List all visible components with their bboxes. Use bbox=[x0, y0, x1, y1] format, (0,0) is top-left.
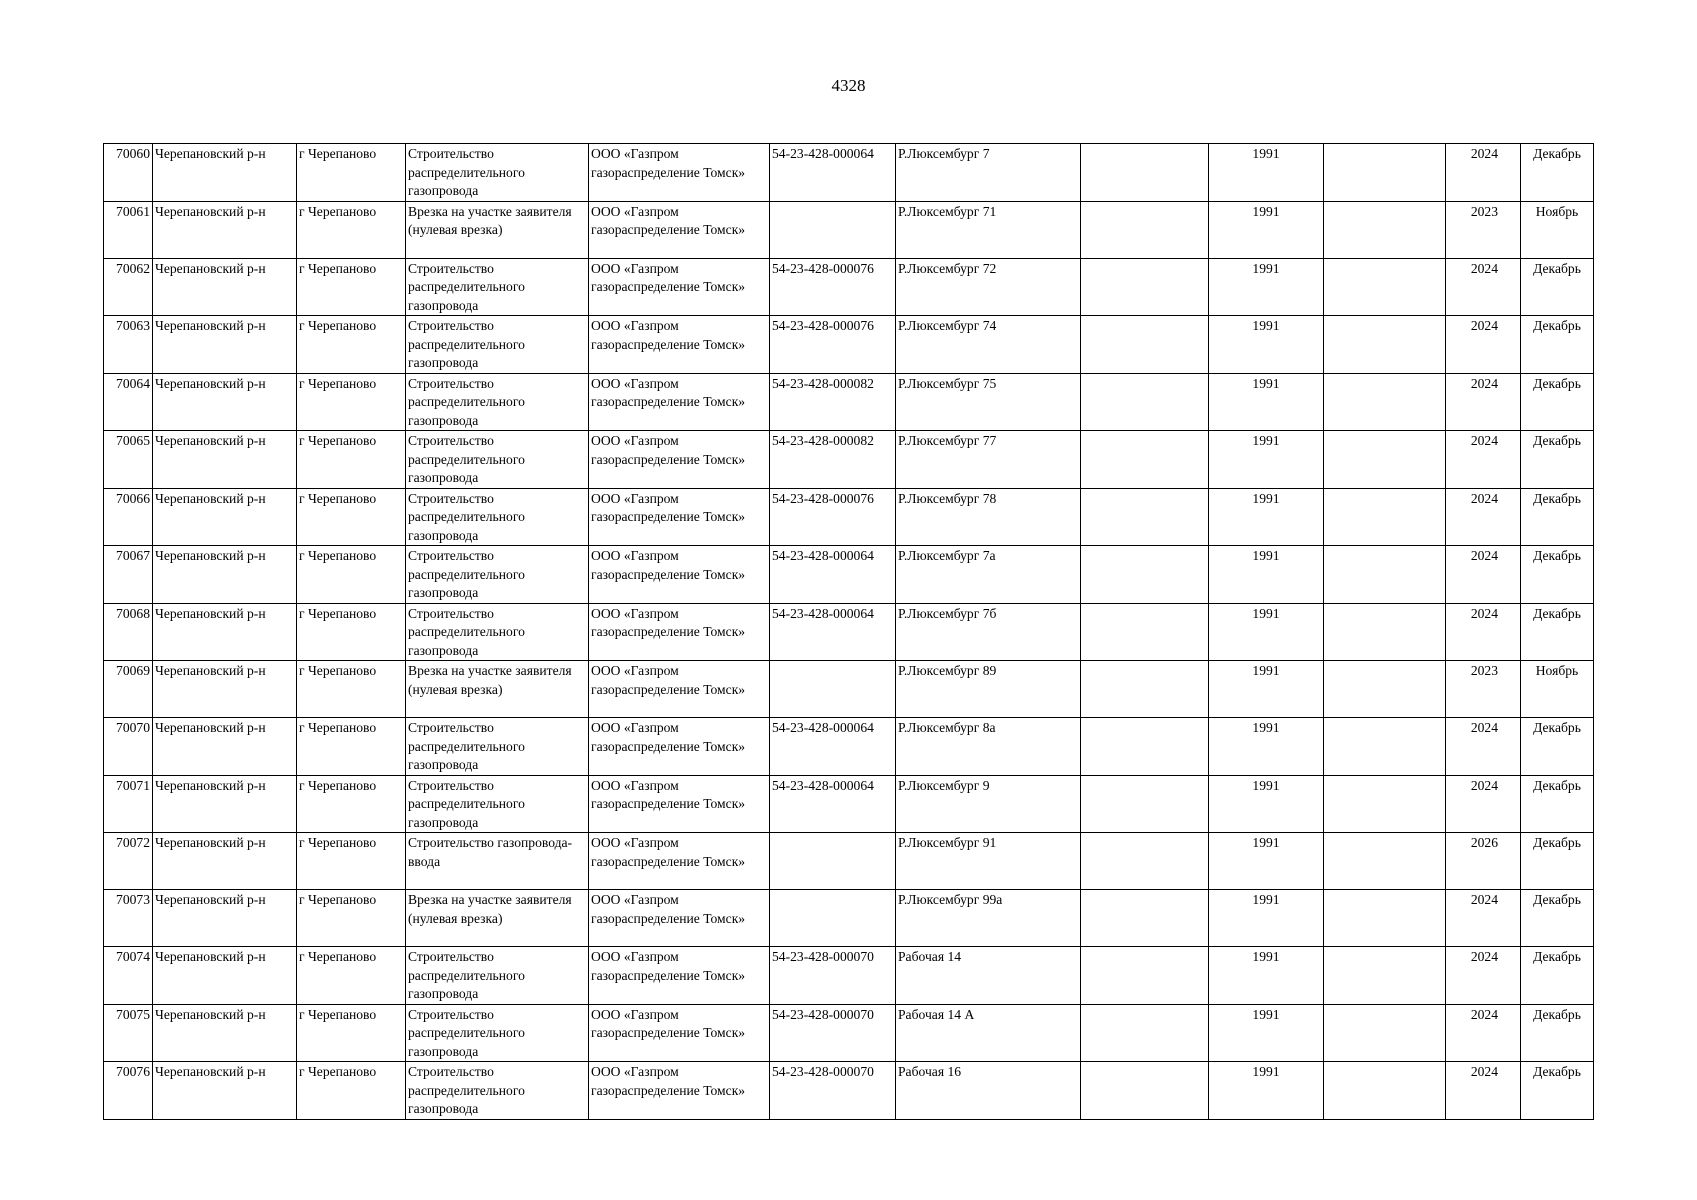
cell-city: г Черепаново bbox=[297, 488, 406, 546]
cell-network-code: 54-23-428-000070 bbox=[770, 947, 896, 1005]
cell-blank bbox=[1324, 258, 1446, 316]
cell-year: 1991 bbox=[1209, 947, 1324, 1005]
cell-organization: ООО «Газпром газораспределение Томск» bbox=[589, 316, 770, 374]
cell-city: г Черепаново bbox=[297, 201, 406, 258]
table-row bbox=[104, 890, 1594, 947]
cell-work-type: Строительство распределительного газопровода bbox=[406, 316, 589, 374]
cell-network-code: 54-23-428-000070 bbox=[770, 1004, 896, 1062]
table-row bbox=[104, 546, 1594, 604]
cell-blank bbox=[1081, 546, 1209, 604]
cell-object-id: 70074 bbox=[104, 947, 153, 1005]
cell-work-type: Строительство распределительного газопровода bbox=[406, 1004, 589, 1062]
cell-plan-month: Декабрь bbox=[1521, 603, 1594, 661]
cell-city: г Черепаново bbox=[297, 373, 406, 431]
cell-object-id: 70070 bbox=[104, 718, 153, 776]
cell-plan-year: 2026 bbox=[1446, 833, 1521, 890]
table-row bbox=[104, 431, 1594, 489]
cell-year: 1991 bbox=[1209, 373, 1324, 431]
cell-blank bbox=[1081, 144, 1209, 202]
cell-year: 1991 bbox=[1209, 316, 1324, 374]
cell-district: Черепановский р-н bbox=[153, 775, 297, 833]
cell-plan-year: 2024 bbox=[1446, 144, 1521, 202]
cell-organization: ООО «Газпром газораспределение Томск» bbox=[589, 603, 770, 661]
cell-network-code: 54-23-428-000082 bbox=[770, 373, 896, 431]
cell-work-type: Строительство распределительного газопровода bbox=[406, 603, 589, 661]
cell-year: 1991 bbox=[1209, 833, 1324, 890]
cell-plan-month: Декабрь bbox=[1521, 890, 1594, 947]
cell-organization: ООО «Газпром газораспределение Томск» bbox=[589, 488, 770, 546]
cell-city: г Черепаново bbox=[297, 144, 406, 202]
cell-plan-month: Декабрь bbox=[1521, 947, 1594, 1005]
cell-plan-month: Декабрь bbox=[1521, 833, 1594, 890]
cell-plan-month: Ноябрь bbox=[1521, 201, 1594, 258]
cell-year: 1991 bbox=[1209, 431, 1324, 489]
cell-plan-month: Декабрь bbox=[1521, 431, 1594, 489]
cell-network-code: 54-23-428-000082 bbox=[770, 431, 896, 489]
cell-year: 1991 bbox=[1209, 1062, 1324, 1120]
cell-organization: ООО «Газпром газораспределение Томск» bbox=[589, 258, 770, 316]
cell-address: Р.Люксембург 75 bbox=[896, 373, 1081, 431]
cell-object-id: 70072 bbox=[104, 833, 153, 890]
cell-plan-month: Ноябрь bbox=[1521, 661, 1594, 718]
cell-blank bbox=[1324, 373, 1446, 431]
cell-city: г Черепаново bbox=[297, 431, 406, 489]
cell-object-id: 70071 bbox=[104, 775, 153, 833]
cell-network-code bbox=[770, 890, 896, 947]
cell-plan-month: Декабрь bbox=[1521, 1004, 1594, 1062]
table-row bbox=[104, 373, 1594, 431]
cell-network-code: 54-23-428-000064 bbox=[770, 603, 896, 661]
cell-blank bbox=[1081, 775, 1209, 833]
cell-district: Черепановский р-н bbox=[153, 718, 297, 776]
cell-network-code bbox=[770, 661, 896, 718]
cell-plan-month: Декабрь bbox=[1521, 775, 1594, 833]
cell-plan-month: Декабрь bbox=[1521, 1062, 1594, 1120]
cell-object-id: 70073 bbox=[104, 890, 153, 947]
cell-object-id: 70076 bbox=[104, 1062, 153, 1120]
cell-city: г Черепаново bbox=[297, 661, 406, 718]
cell-plan-year: 2024 bbox=[1446, 316, 1521, 374]
cell-blank bbox=[1324, 144, 1446, 202]
table-row bbox=[104, 1004, 1594, 1062]
cell-object-id: 70066 bbox=[104, 488, 153, 546]
cell-plan-month: Декабрь bbox=[1521, 488, 1594, 546]
cell-network-code: 54-23-428-000070 bbox=[770, 1062, 896, 1120]
cell-plan-month: Декабрь bbox=[1521, 316, 1594, 374]
cell-blank bbox=[1081, 1004, 1209, 1062]
cell-plan-year: 2024 bbox=[1446, 546, 1521, 604]
cell-organization: ООО «Газпром газораспределение Томск» bbox=[589, 1062, 770, 1120]
cell-year: 1991 bbox=[1209, 775, 1324, 833]
table-row bbox=[104, 833, 1594, 890]
cell-network-code bbox=[770, 201, 896, 258]
table-row bbox=[104, 661, 1594, 718]
cell-year: 1991 bbox=[1209, 718, 1324, 776]
cell-plan-year: 2024 bbox=[1446, 890, 1521, 947]
cell-network-code: 54-23-428-000064 bbox=[770, 144, 896, 202]
cell-work-type: Строительство распределительного газопровода bbox=[406, 546, 589, 604]
cell-plan-year: 2024 bbox=[1446, 258, 1521, 316]
cell-object-id: 70065 bbox=[104, 431, 153, 489]
cell-plan-year: 2023 bbox=[1446, 661, 1521, 718]
cell-network-code: 54-23-428-000064 bbox=[770, 775, 896, 833]
cell-object-id: 70062 bbox=[104, 258, 153, 316]
cell-network-code: 54-23-428-000076 bbox=[770, 258, 896, 316]
cell-plan-year: 2024 bbox=[1446, 603, 1521, 661]
cell-organization: ООО «Газпром газораспределение Томск» bbox=[589, 718, 770, 776]
table-row bbox=[104, 603, 1594, 661]
cell-district: Черепановский р-н bbox=[153, 890, 297, 947]
cell-address: Р.Люксембург 7а bbox=[896, 546, 1081, 604]
cell-blank bbox=[1081, 201, 1209, 258]
cell-blank bbox=[1081, 661, 1209, 718]
cell-work-type: Строительство распределительного газопровода bbox=[406, 718, 589, 776]
cell-blank bbox=[1081, 947, 1209, 1005]
cell-plan-year: 2024 bbox=[1446, 718, 1521, 776]
cell-work-type: Строительство распределительного газопровода bbox=[406, 488, 589, 546]
cell-blank bbox=[1324, 718, 1446, 776]
cell-network-code: 54-23-428-000064 bbox=[770, 718, 896, 776]
cell-blank bbox=[1324, 947, 1446, 1005]
cell-district: Черепановский р-н bbox=[153, 201, 297, 258]
cell-city: г Черепаново bbox=[297, 775, 406, 833]
cell-work-type: Врезка на участке заявителя (нулевая врезка) bbox=[406, 890, 589, 947]
cell-work-type: Врезка на участке заявителя (нулевая врезка) bbox=[406, 201, 589, 258]
cell-blank bbox=[1081, 603, 1209, 661]
page-number: 4328 bbox=[831, 76, 866, 95]
cell-year: 1991 bbox=[1209, 603, 1324, 661]
cell-plan-month: Декабрь bbox=[1521, 718, 1594, 776]
cell-address: Р.Люксембург 91 bbox=[896, 833, 1081, 890]
cell-blank bbox=[1324, 201, 1446, 258]
cell-address: Р.Люксембург 89 bbox=[896, 661, 1081, 718]
cell-object-id: 70067 bbox=[104, 546, 153, 604]
cell-year: 1991 bbox=[1209, 144, 1324, 202]
table-row bbox=[104, 258, 1594, 316]
cell-blank bbox=[1081, 718, 1209, 776]
cell-object-id: 70068 bbox=[104, 603, 153, 661]
cell-plan-year: 2024 bbox=[1446, 947, 1521, 1005]
cell-blank bbox=[1324, 431, 1446, 489]
cell-city: г Черепаново bbox=[297, 718, 406, 776]
cell-district: Черепановский р-н bbox=[153, 833, 297, 890]
cell-city: г Черепаново bbox=[297, 947, 406, 1005]
cell-district: Черепановский р-н bbox=[153, 947, 297, 1005]
cell-work-type: Строительство газопровода-ввода bbox=[406, 833, 589, 890]
cell-work-type: Строительство распределительного газопровода bbox=[406, 947, 589, 1005]
table-row bbox=[104, 488, 1594, 546]
cell-district: Черепановский р-н bbox=[153, 144, 297, 202]
cell-blank bbox=[1324, 890, 1446, 947]
cell-organization: ООО «Газпром газораспределение Томск» bbox=[589, 1004, 770, 1062]
cell-object-id: 70063 bbox=[104, 316, 153, 374]
cell-city: г Черепаново bbox=[297, 316, 406, 374]
cell-organization: ООО «Газпром газораспределение Томск» bbox=[589, 144, 770, 202]
cell-district: Черепановский р-н bbox=[153, 488, 297, 546]
cell-work-type: Строительство распределительного газопровода bbox=[406, 144, 589, 202]
cell-district: Черепановский р-н bbox=[153, 1004, 297, 1062]
cell-year: 1991 bbox=[1209, 488, 1324, 546]
cell-work-type: Врезка на участке заявителя (нулевая врезка) bbox=[406, 661, 589, 718]
cell-blank bbox=[1081, 258, 1209, 316]
cell-plan-year: 2023 bbox=[1446, 201, 1521, 258]
cell-blank bbox=[1324, 603, 1446, 661]
cell-plan-year: 2024 bbox=[1446, 373, 1521, 431]
cell-work-type: Строительство распределительного газопровода bbox=[406, 775, 589, 833]
cell-plan-year: 2024 bbox=[1446, 1004, 1521, 1062]
cell-work-type: Строительство распределительного газопровода bbox=[406, 258, 589, 316]
cell-year: 1991 bbox=[1209, 258, 1324, 316]
cell-organization: ООО «Газпром газораспределение Томск» bbox=[589, 431, 770, 489]
table-row bbox=[104, 775, 1594, 833]
cell-address: Р.Люксембург 77 bbox=[896, 431, 1081, 489]
table-row bbox=[104, 947, 1594, 1005]
cell-plan-year: 2024 bbox=[1446, 488, 1521, 546]
cell-city: г Черепаново bbox=[297, 603, 406, 661]
cell-address: Рабочая 16 bbox=[896, 1062, 1081, 1120]
cell-address: Р.Люксембург 78 bbox=[896, 488, 1081, 546]
cell-object-id: 70061 bbox=[104, 201, 153, 258]
cell-plan-year: 2024 bbox=[1446, 431, 1521, 489]
cell-year: 1991 bbox=[1209, 546, 1324, 604]
table-row bbox=[104, 201, 1594, 258]
cell-address: Р.Люксембург 74 bbox=[896, 316, 1081, 374]
table-row bbox=[104, 144, 1594, 202]
cell-work-type: Строительство распределительного газопровода bbox=[406, 1062, 589, 1120]
cell-organization: ООО «Газпром газораспределение Томск» bbox=[589, 947, 770, 1005]
cell-district: Черепановский р-н bbox=[153, 661, 297, 718]
cell-organization: ООО «Газпром газораспределение Томск» bbox=[589, 775, 770, 833]
cell-blank bbox=[1081, 431, 1209, 489]
cell-blank bbox=[1324, 661, 1446, 718]
cell-year: 1991 bbox=[1209, 1004, 1324, 1062]
cell-organization: ООО «Газпром газораспределение Томск» bbox=[589, 833, 770, 890]
cell-blank bbox=[1081, 1062, 1209, 1120]
cell-work-type: Строительство распределительного газопровода bbox=[406, 373, 589, 431]
cell-network-code: 54-23-428-000076 bbox=[770, 316, 896, 374]
cell-address: Р.Люксембург 7б bbox=[896, 603, 1081, 661]
cell-work-type: Строительство распределительного газопровода bbox=[406, 431, 589, 489]
cell-district: Черепановский р-н bbox=[153, 603, 297, 661]
cell-district: Черепановский р-н bbox=[153, 546, 297, 604]
cell-city: г Черепаново bbox=[297, 546, 406, 604]
cell-blank bbox=[1324, 546, 1446, 604]
cell-address: Р.Люксембург 8а bbox=[896, 718, 1081, 776]
cell-address: Р.Люксембург 7 bbox=[896, 144, 1081, 202]
cell-address: Р.Люксембург 72 bbox=[896, 258, 1081, 316]
cell-network-code: 54-23-428-000076 bbox=[770, 488, 896, 546]
registry-table-body bbox=[104, 144, 1594, 1120]
cell-organization: ООО «Газпром газораспределение Томск» bbox=[589, 373, 770, 431]
cell-blank bbox=[1081, 890, 1209, 947]
cell-year: 1991 bbox=[1209, 201, 1324, 258]
cell-blank bbox=[1081, 488, 1209, 546]
cell-blank bbox=[1324, 1062, 1446, 1120]
cell-blank bbox=[1324, 833, 1446, 890]
cell-city: г Черепаново bbox=[297, 1004, 406, 1062]
cell-network-code bbox=[770, 833, 896, 890]
cell-year: 1991 bbox=[1209, 890, 1324, 947]
cell-city: г Черепаново bbox=[297, 1062, 406, 1120]
cell-city: г Черепаново bbox=[297, 890, 406, 947]
cell-blank bbox=[1324, 316, 1446, 374]
cell-blank bbox=[1081, 373, 1209, 431]
cell-year: 1991 bbox=[1209, 661, 1324, 718]
cell-district: Черепановский р-н bbox=[153, 373, 297, 431]
cell-plan-month: Декабрь bbox=[1521, 373, 1594, 431]
cell-city: г Черепаново bbox=[297, 833, 406, 890]
table-row bbox=[104, 1062, 1594, 1120]
cell-object-id: 70075 bbox=[104, 1004, 153, 1062]
cell-organization: ООО «Газпром газораспределение Томск» bbox=[589, 890, 770, 947]
cell-network-code: 54-23-428-000064 bbox=[770, 546, 896, 604]
cell-plan-year: 2024 bbox=[1446, 1062, 1521, 1120]
cell-organization: ООО «Газпром газораспределение Томск» bbox=[589, 201, 770, 258]
cell-city: г Черепаново bbox=[297, 258, 406, 316]
cell-district: Черепановский р-н bbox=[153, 316, 297, 374]
cell-blank bbox=[1324, 488, 1446, 546]
cell-plan-month: Декабрь bbox=[1521, 144, 1594, 202]
cell-plan-year: 2024 bbox=[1446, 775, 1521, 833]
cell-address: Р.Люксембург 71 bbox=[896, 201, 1081, 258]
cell-address: Рабочая 14 bbox=[896, 947, 1081, 1005]
cell-address: Р.Люксембург 99а bbox=[896, 890, 1081, 947]
cell-address: Р.Люксембург 9 bbox=[896, 775, 1081, 833]
cell-organization: ООО «Газпром газораспределение Томск» bbox=[589, 546, 770, 604]
cell-address: Рабочая 14 А bbox=[896, 1004, 1081, 1062]
cell-object-id: 70060 bbox=[104, 144, 153, 202]
cell-organization: ООО «Газпром газораспределение Томск» bbox=[589, 661, 770, 718]
cell-district: Черепановский р-н bbox=[153, 258, 297, 316]
cell-object-id: 70064 bbox=[104, 373, 153, 431]
registry-table bbox=[103, 143, 1594, 1120]
cell-district: Черепановский р-н bbox=[153, 1062, 297, 1120]
cell-blank bbox=[1324, 1004, 1446, 1062]
table-row bbox=[104, 316, 1594, 374]
cell-plan-month: Декабрь bbox=[1521, 258, 1594, 316]
table-row bbox=[104, 718, 1594, 776]
cell-blank bbox=[1081, 316, 1209, 374]
cell-district: Черепановский р-н bbox=[153, 431, 297, 489]
cell-blank bbox=[1081, 833, 1209, 890]
cell-object-id: 70069 bbox=[104, 661, 153, 718]
cell-blank bbox=[1324, 775, 1446, 833]
cell-plan-month: Декабрь bbox=[1521, 546, 1594, 604]
